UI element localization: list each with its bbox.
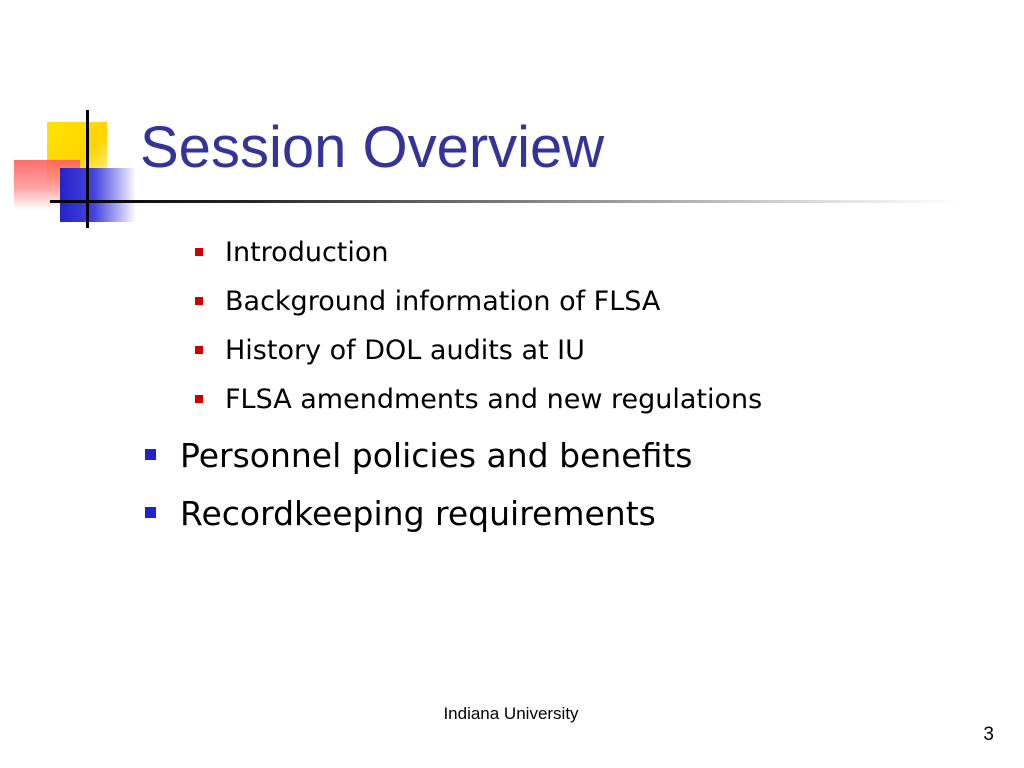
- square-bullet-icon: [195, 395, 203, 403]
- list-item: [145, 430, 693, 488]
- list-item: [195, 282, 762, 331]
- slide-title: Session Overview: [140, 115, 605, 180]
- list-item: [195, 331, 762, 380]
- main-bullet-list: [145, 430, 693, 546]
- square-bullet-icon: [145, 507, 156, 518]
- bullet-text: Introduction: [225, 237, 389, 268]
- slide-footer: [0, 704, 1024, 724]
- list-item: [195, 233, 762, 282]
- blue-square-decoration: [60, 168, 136, 222]
- title-underline-rule: [50, 200, 960, 203]
- bullet-text: History of DOL audits at IU: [225, 335, 585, 366]
- list-item: [195, 380, 762, 429]
- vertical-rule: [86, 110, 89, 228]
- page-number: 3: [983, 724, 994, 745]
- square-bullet-icon: [145, 449, 156, 460]
- square-bullet-icon: [195, 248, 203, 256]
- bullet-text: Recordkeeping requirements: [180, 494, 656, 533]
- corner-decoration: [0, 0, 150, 240]
- bullet-text: Background information of FLSA: [225, 286, 661, 317]
- sub-bullet-list: [195, 233, 762, 429]
- list-item: [145, 488, 693, 546]
- bullet-text: Personnel policies and benefits: [180, 436, 693, 475]
- square-bullet-icon: [195, 346, 203, 354]
- bullet-text: FLSA amendments and new regulations: [225, 384, 763, 415]
- footer-text: Indiana University: [443, 704, 579, 723]
- square-bullet-icon: [195, 297, 203, 305]
